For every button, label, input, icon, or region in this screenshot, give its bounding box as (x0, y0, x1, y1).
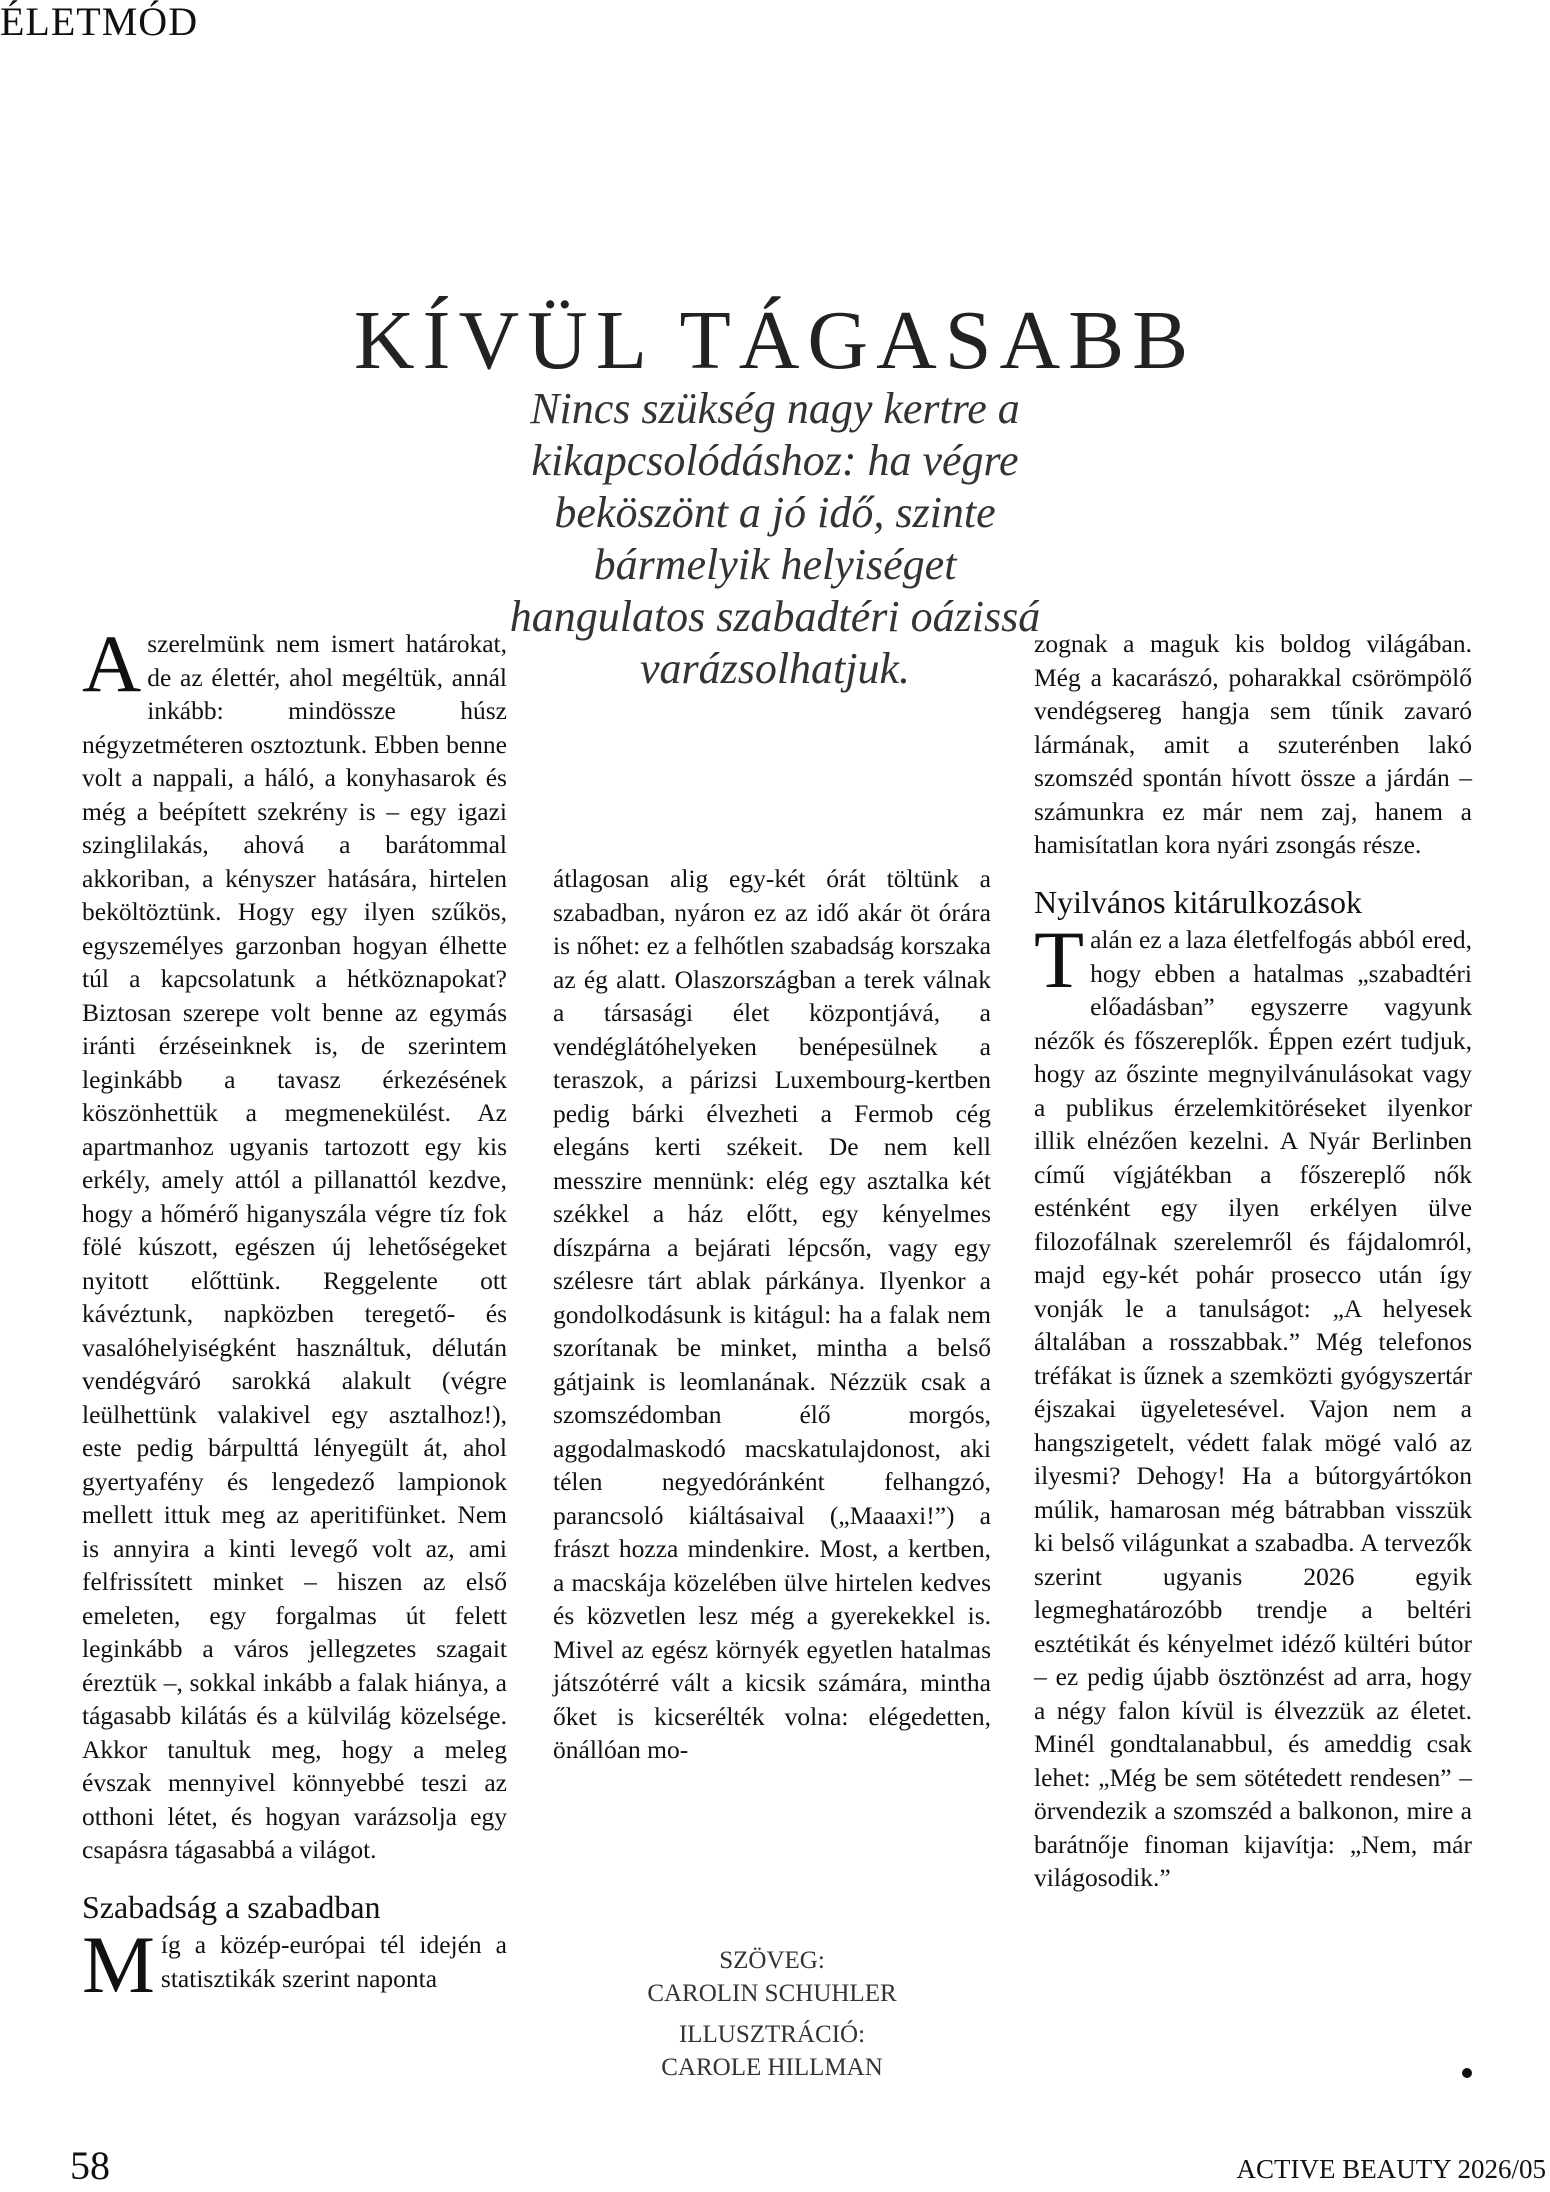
subheading: Szabadság a szabadban (82, 1888, 381, 1925)
paragraph-text: íg a közép-európai tél idején a statisztikák szerint naponta (160, 1930, 507, 1993)
text-column-1 (82, 618, 507, 2010)
paragraph (1034, 914, 1472, 1895)
article-lead: Nincs szükség nagy kertre a kikapcsolódáshoz: ha végre beköszönt a jó idő, szinte bármelyik helyiséget hangulatos szabadtéri oázissá varázsolhatjuk. (509, 384, 1041, 693)
publication-footer: ACTIVE BEAUTY 2026/05 (1236, 2154, 1546, 2184)
drop-cap: A (82, 618, 142, 709)
credit-text-label: SZÖVEG: (719, 1947, 825, 1974)
paragraph-text: átlagosan alig egy-két órát töltünk a szabadban, nyáron ez az idő akár öt órára is nőhet: ez a felhőtlen szabadság korszaka az ég alatt. Olaszországban a terek válnak a társasági élet központjává, a vendéglátóhelyeken benépesülnek a teraszok, a párizsi Luxembourg-kertben pedig bárki élvezheti a Fermob cég elegáns kerti székeit. De nem kell messzire mennünk: elég egy asztalka két székkel a ház előtt, egy kényelmes díszpárna a bejárati lépcsőn, vagy egy szélesre tárt ablak párkánya. Ilyenkor a gondolkodásunk is kitágul: ha a falak nem szorítanak be minket, mintha a belső gátjaink is leomlanának. Nézzük csak a szomszédomban élő morgós, aggodalmaskodó macskatulajdonost, aki télen negyedóránként felhangzó, parancsoló kiáltásaival („Maaaxi!”) a frászt hozza mindenkire. Most, a kertben, a macskája közelében ülve hirtelen kedves és közvetlen lesz még a gyerekekkel is. Mivel az egész környék egyetlen hatalmas játszótérré vált a kicsik számára, mintha őket is kicserélték volna: elégedetten, önállóan mo- (553, 864, 991, 1764)
text-column-2 (553, 862, 991, 1767)
paragraph-text: zognak a maguk kis boldog világában. Még a kacarászó, poharakkal csörömpölő vendégsereg hangja sem tűnik zavaró lármának, amit a szuterénben lakó szomszéd spontán hívott össze a járdán – számunkra ez már nem zaj, hanem a hamisítatlan kora nyári zsongás része. (1034, 629, 1472, 859)
credit-text-author: CAROLIN SCHUHLER (647, 1980, 897, 2007)
drop-cap: M (82, 1919, 155, 2010)
paragraph-text: szerelmünk nem ismert határokat, de az élettér, ahol megéltük, annál inkább: mindössze húsz négyzetméteren osztoztunk. Ebben benne volt a nappali, a háló, a konyhasarok és még a beépített szekrény is – egy igazi szinglilakás, ahová a barátommal akkoriban, a kényszer hatására, hirtelen beköltöztünk. Hogy egy ilyen szűkös, egyszemélyes garzonban hogyan élhette túl a kapcsolatunk a hétköznapokat? Biztosan szerepe volt benne az egymás iránti érzéseinknek is, de szerintem leginkább a tavasz érkezésének köszönhettük a megmenekülést. Az apartmanhoz ugyanis tartozott egy kis erkély, amely attól a pillanattól kezdve, hogy a hőmérő higanyszála végre tíz fok fölé kúszott, egészen új lehetőségeket nyitott előttünk. Reggelente ott kávéztunk, napközben teregető- és vasalóhelyiségként használtuk, délután vendégváró sarokká alakult (végre leülhettünk valakivel egy asztalhoz!), este pedig bárpulttá lényegült át, ahol gyertyafény és lengedező lampionok mellett ittuk meg az aperitifünket. Nem is annyira a kinti levegő volt az, ami felfrissített minket – hiszen az első emeleten, egy forgalmas út felett leginkább a város jellegzetes szagait éreztük –, sokkal inkább a falak hiánya, a tágasabb kilátás és a külvilág közelsége. Akkor tanultuk meg, hogy a meleg évszak mennyivel könnyebbé teszi az otthoni létet, és hogyan varázsolja egy csapásra tágasabbá a világot. (82, 629, 507, 1864)
subheading: Nyilvános kitárulkozások (1034, 883, 1362, 920)
credit-illustration-author: CAROLE HILLMAN (661, 2054, 883, 2081)
article-title: KÍVÜL TÁGASABB (353, 294, 1197, 387)
section-label: ÉLETMÓD (0, 0, 199, 44)
page-number: 58 (70, 2143, 110, 2188)
paragraph (82, 1919, 507, 2010)
paragraph (82, 618, 507, 1867)
text-column-3 (1034, 627, 1472, 1895)
end-mark-icon (1462, 2068, 1472, 2078)
drop-cap: T (1034, 914, 1085, 1005)
credit-illustration-label: ILLUSZTRÁCIÓ: (678, 2021, 866, 2048)
paragraph-text: alán ez a laza életfelfogás abból ered, hogy ebben a hatalmas „szabadtéri előadásban” egyszerre vagyunk nézők és főszereplők. Éppen ezért tudjuk, hogy az őszinte megnyilvánulásokat vagy a publikus érzelemkitöréseket ilyenkor illik elnézően kezelni. A Nyár Berlinben című vígjátékban a főszereplő nők esténként egy ilyen erkélyen ülve filozofálnak szerelemről és fájdalomról, majd egy-két pohár prosecco után így vonják le a tanulságot: „A helyesek általában a rosszabbak.” Még telefonos tréfákat is űznek a szemközti gyógyszertár éjszakai ügyeletesével. Vajon nem a hangszigetelt, védett falak mögé való az ilyesmi? Dehogy! Ha a bútorgyártókon múlik, hamarosan még bátrabban visszük ki belső világunkat a szabadba. A tervezők szerint ugyanis 2026 egyik legmeghatározóbb trendje a beltéri esztétikát és kényelmet idéző kültéri bútor – ez pedig újabb ösztönzést ad arra, hogy a négy falon kívül is élvezzük az életet. Minél gondtalanabbul, és ameddig csak lehet: „Még be sem sötétedett rendesen” – örvendezik a szomszéd a balkonon, mire a barátnője finoman kijavítja: „Nem, már világosodik.” (1034, 925, 1472, 1892)
credits (553, 1944, 991, 2084)
